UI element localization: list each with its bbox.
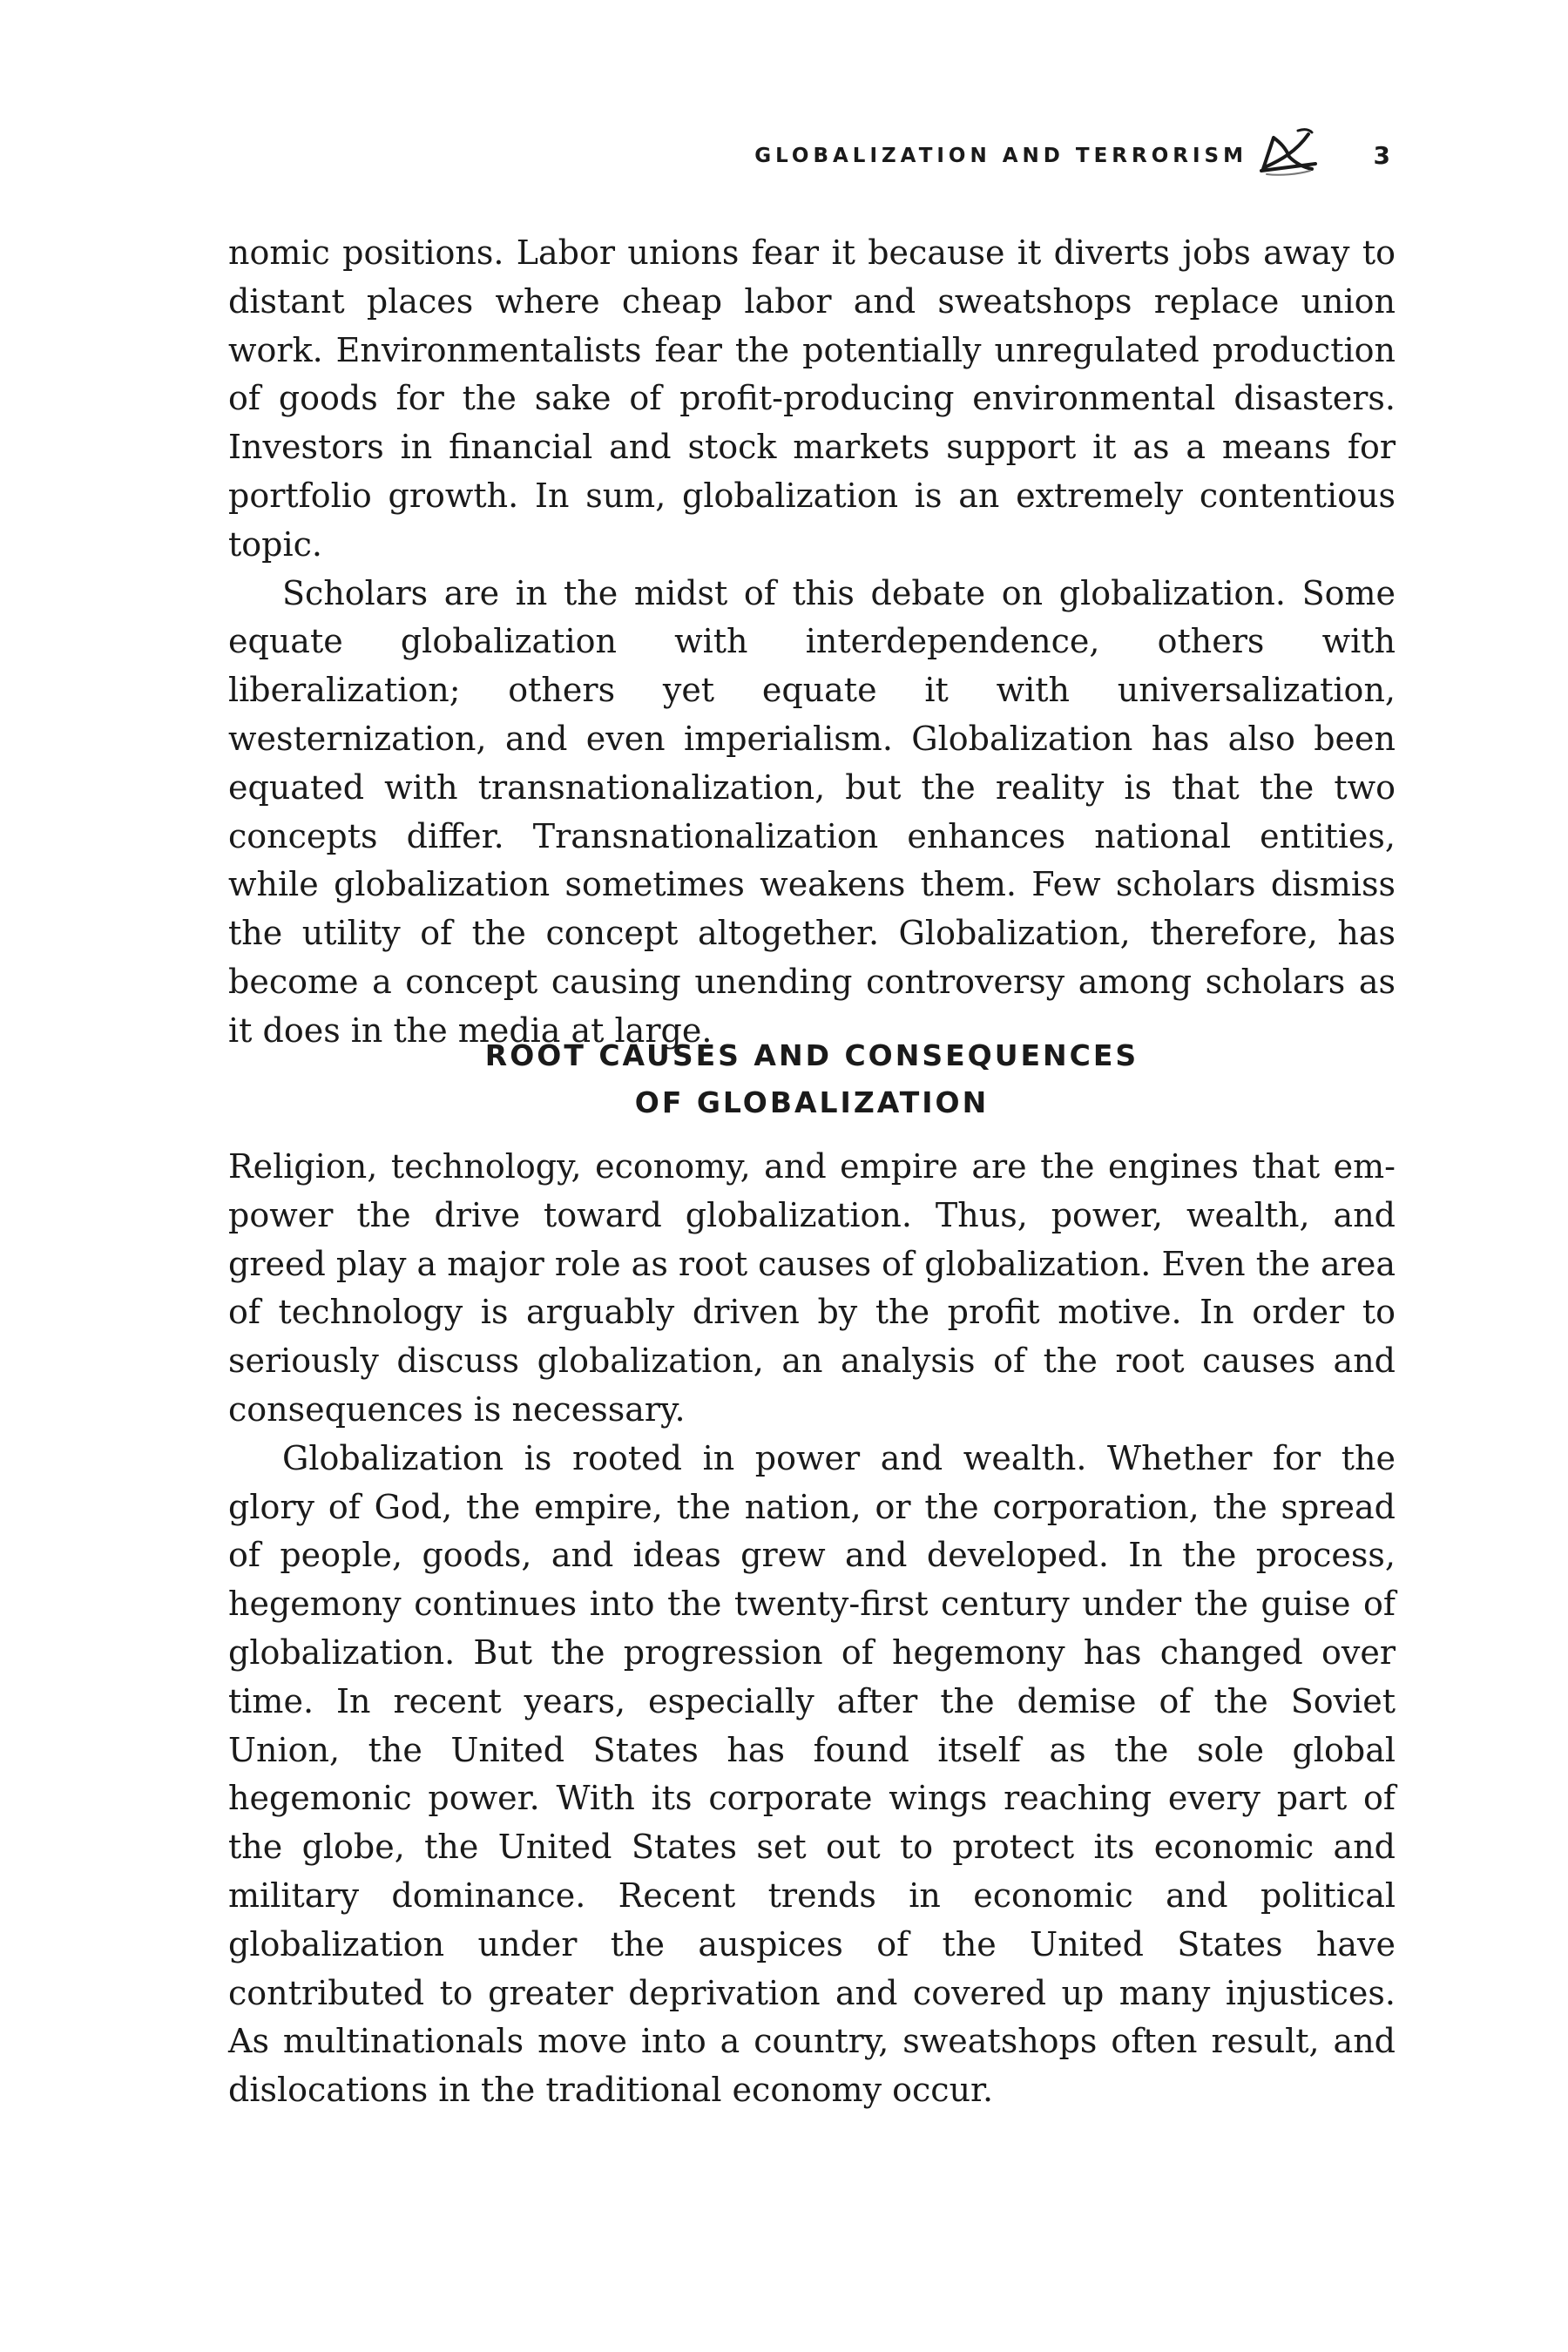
section-heading-line-2: OF GLOBALIZATION <box>634 1085 990 1119</box>
running-head <box>228 138 1396 181</box>
running-head-title: GLOBALIZATION AND TERRORISM <box>754 145 1247 167</box>
paragraph: Religion, technology, economy, and empire are the engines that empower the drive toward globalization. Thus, power, wealth, and greed play a major role as root causes of globalization. Even the area of technology is arguably driven by the profit motive. In order to seriously discuss globalization, an analysis of the root causes and consequences is necessary. <box>228 1147 1396 1429</box>
body-text-top <box>228 229 1396 1056</box>
section-heading <box>228 1032 1396 1126</box>
stylized-k-logo-icon <box>1254 125 1317 179</box>
paragraph: Scholars are in the midst of this debate on globalization. Some equate globalization with interdependence, others with liberalization; others yet equate it with universalization, westernization, and even imperialism. Globalization has also been equated with transnationalization, but the reality is that the two concepts differ. Transnationalization enhances national entities, while globalization sometimes weakens them. Few scholars dismiss the utility of the concept altogether. Globalization, therefore, has become a concept causing unending controversy among scholars as it does in the media at large. <box>228 573 1396 1050</box>
paragraph: Globalization is rooted in power and wealth. Whether for the glory of God, the empire, the nation, or the corporation, the spread of people, goods, and ideas grew and developed. In the process, hegemony continues into the twenty-first century under the guise of globalization. But the progression of hegemony has changed over time. In recent years, especially after the demise of the Soviet Union, the United States has found itself as the sole global hegemonic power. With its corporate wings reaching every part of the globe, the United States set out to protect its economic and military dominance. Recent trends in economic and political globalization under the auspices of the United States have contributed to greater deprivation and covered up many injustices. As multinationals move into a country, sweatshops often result, and dislocations in the traditional economy occur. <box>228 1438 1396 2110</box>
body-text-bottom <box>228 1143 1396 2115</box>
section-heading-line-1: ROOT CAUSES AND CONSEQUENCES <box>484 1038 1139 1072</box>
paragraph-continued: nomic positions. Labor unions fear it because it diverts jobs away to distant places where cheap labor and sweatshops replace union work. Environmentalists fear the potentially unregulated production of goods for the sake of profit-producing environmental disasters. Investors in financial and stock markets support it as a means for portfolio growth. In sum, globalization is an extremely contentious topic. <box>228 233 1396 564</box>
page-number: 3 <box>1373 141 1390 170</box>
